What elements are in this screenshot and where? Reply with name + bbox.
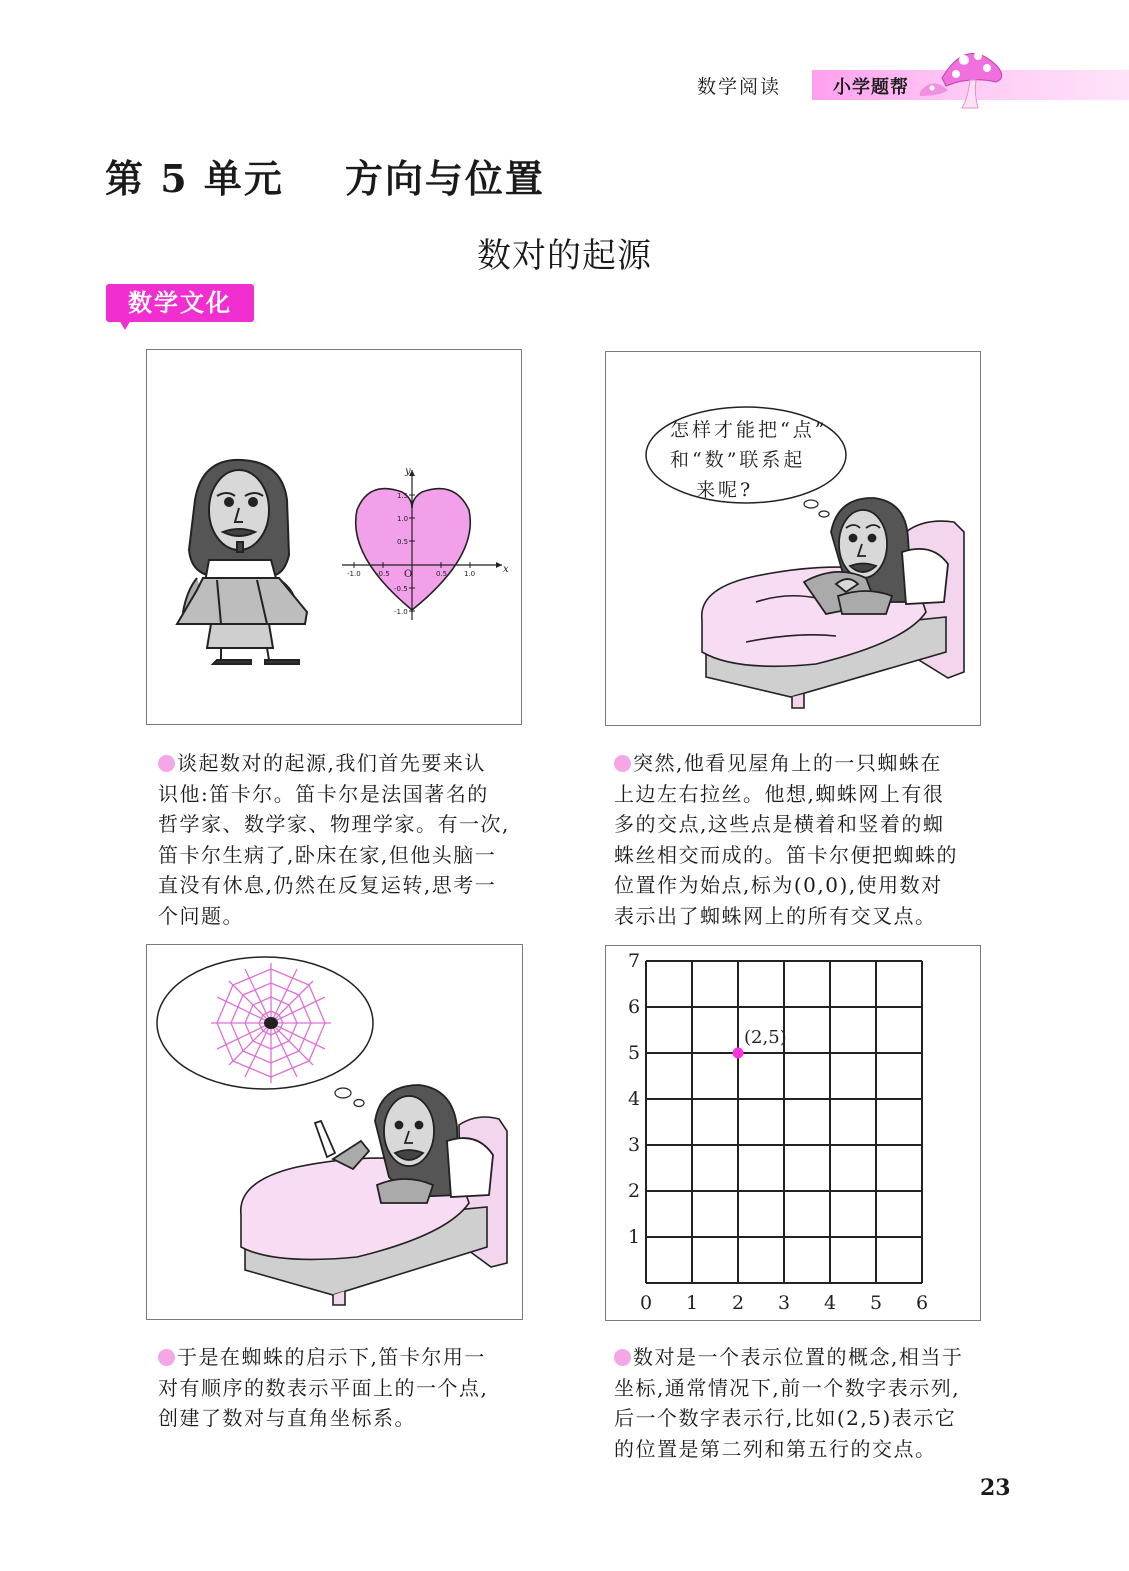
mushroom-icon xyxy=(912,36,1022,116)
panel-4 xyxy=(605,945,981,1321)
spider-icon xyxy=(264,1017,278,1029)
y-tick-label: 6 xyxy=(627,996,641,1018)
x-tick-label: -1.0 xyxy=(347,570,361,578)
y-tick-label: 2 xyxy=(627,1180,641,1202)
lesson-title: 数对的起源 xyxy=(477,236,652,276)
y-tick-label: 5 xyxy=(627,1042,641,1064)
y-tick-label: 1 xyxy=(627,1226,641,1248)
x-tick-label: 3 xyxy=(777,1292,791,1314)
y-tick-label: 3 xyxy=(627,1134,641,1156)
step-4-badge xyxy=(614,1349,631,1366)
step-2-badge xyxy=(614,755,631,772)
data-point-label: (2,5) xyxy=(744,1027,787,1048)
data-point xyxy=(733,1048,744,1059)
book-name: 数学阅读 xyxy=(697,76,782,98)
caption-1: 谈起数对的起源,我们首先要来认 识他:笛卡尔。笛卡尔是法国著名的 哲学家、数学家、物理学家。有一次, 笛卡尔生病了,卧床在家,但他头脑一 直没有休息,仍然在反复运转,思考一 个问题。 xyxy=(158,751,510,928)
panel-3-illustration xyxy=(147,945,522,1319)
y-tick-label: 7 xyxy=(627,950,641,972)
descartes-figure xyxy=(177,460,307,664)
y-tick-label: 0.5 xyxy=(397,538,409,546)
panel-2-illustration xyxy=(606,352,980,725)
x-axis-label: x xyxy=(503,564,509,575)
x-tick-label: 1 xyxy=(685,1292,699,1314)
x-tick-label: 1.0 xyxy=(464,570,476,578)
thought-line: 来呢? xyxy=(696,479,754,501)
caption-2: 突然,他看见屋角上的一只蜘蛛在 上边左右拉丝。他想,蜘蛛网上有很 多的交点,这些点是横着和竖着的蜘 蛛丝相交而成的。笛卡尔便把蜘蛛的 位置作为始点,标为(0,0),使用数对 表示出了蜘蛛网上的所有交叉点。 xyxy=(614,751,958,928)
caption-4: 数对是一个表示位置的概念,相当于 坐标,通常情况下,前一个数字表示列, 后一个数字表示行,比如(2,5)表示它 的位置是第二列和第五行的交点。 xyxy=(614,1345,964,1461)
step-1-badge xyxy=(158,755,175,772)
step-3-badge xyxy=(158,1349,175,1366)
x-tick-label: 5 xyxy=(869,1292,883,1314)
thought-line: 和“数”联系起 xyxy=(670,449,806,471)
y-axis-label: y xyxy=(405,466,411,477)
x-tick-label: 0 xyxy=(639,1292,653,1314)
panel-1-illustration xyxy=(147,350,521,724)
heart-graph xyxy=(342,466,509,620)
section-tag: 数学文化 xyxy=(128,289,232,317)
y-tick-label: -1.0 xyxy=(394,608,408,616)
panel-3 xyxy=(146,944,523,1320)
y-tick-label: -0.5 xyxy=(394,585,408,593)
x-tick-label: 4 xyxy=(823,1292,837,1314)
caption-3: 于是在蜘蛛的启示下,笛卡尔用一 对有顺序的数表示平面上的一个点, 创建了数对与直角坐标系。 xyxy=(158,1345,489,1430)
page-number: 23 xyxy=(980,1475,1011,1501)
y-tick-label: 1.5 xyxy=(397,492,409,500)
panel-2 xyxy=(605,351,981,726)
brand-name: 小学题帮 xyxy=(833,77,909,98)
unit-title: 第 5 单元 方向与位置 xyxy=(105,156,545,201)
x-tick-label: 6 xyxy=(915,1292,929,1314)
panel-1 xyxy=(146,349,522,725)
coordinate-grid-chart xyxy=(606,946,980,1320)
origin-label: O xyxy=(404,569,413,580)
y-tick-label: 4 xyxy=(627,1088,641,1110)
thought-line: 怎样才能把“点” xyxy=(670,419,828,441)
x-tick-label: 0.5 xyxy=(436,570,448,578)
y-tick-label: 1.0 xyxy=(397,515,409,523)
x-tick-label: -0.5 xyxy=(376,570,390,578)
x-tick-label: 2 xyxy=(731,1292,745,1314)
